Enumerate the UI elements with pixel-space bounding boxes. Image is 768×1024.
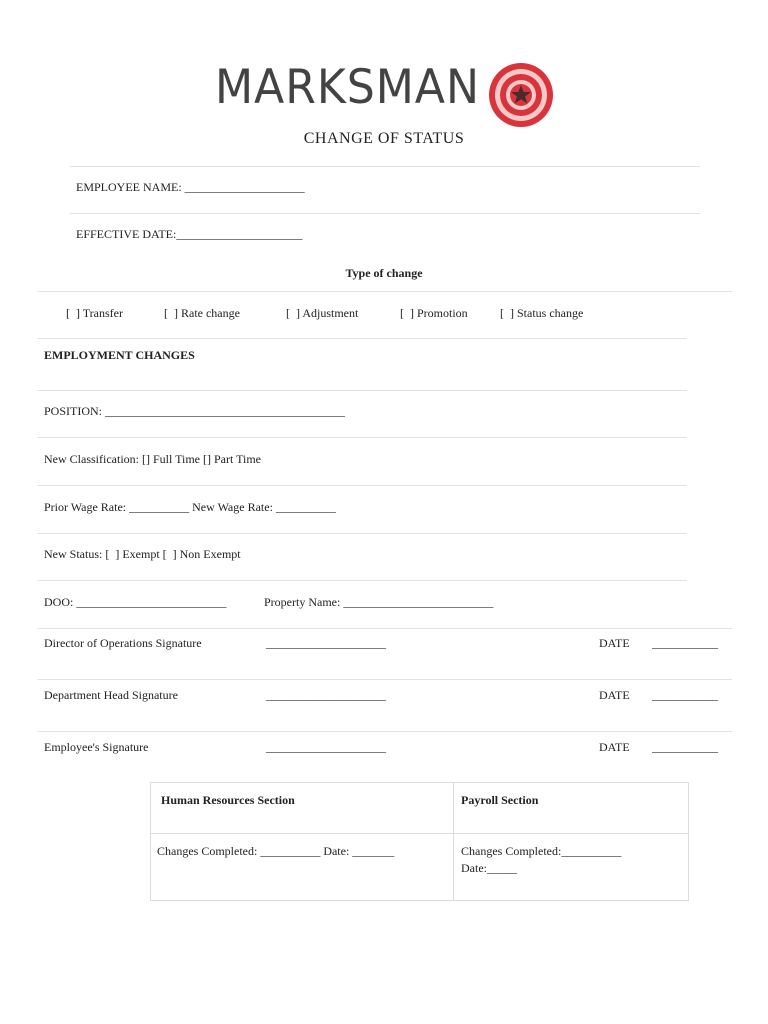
divider	[37, 390, 687, 391]
checkbox-transfer[interactable]: [ ] Transfer	[66, 306, 123, 320]
employment-changes-heading: EMPLOYMENT CHANGES	[44, 348, 195, 362]
checkbox-promotion[interactable]: [ ] Promotion	[400, 306, 468, 320]
target-logo-icon	[488, 62, 554, 128]
employee-date-line[interactable]: ___________	[652, 740, 718, 754]
payroll-date-field[interactable]: Date:_____	[461, 861, 517, 875]
hr-section-body-cell	[151, 834, 454, 901]
payroll-section-header: Payroll Section	[461, 793, 539, 807]
checkbox-status-change[interactable]: [ ] Status change	[500, 306, 584, 320]
employee-date-label: DATE	[599, 740, 630, 754]
divider	[37, 485, 687, 486]
director-signature-line[interactable]: ____________________	[266, 636, 386, 650]
employee-name-field[interactable]: EMPLOYEE NAME: ____________________	[76, 180, 305, 194]
divider	[70, 166, 700, 167]
employee-signature-label: Employee's Signature	[44, 740, 149, 754]
payroll-section-body-cell	[454, 834, 689, 901]
employee-signature-line[interactable]: ____________________	[266, 740, 386, 754]
checkbox-rate-change[interactable]: [ ] Rate change	[164, 306, 240, 320]
payroll-section-header-cell	[454, 783, 689, 834]
divider	[37, 679, 732, 680]
logo-wordmark: MARKSMAN	[215, 60, 480, 115]
position-field[interactable]: POSITION: ________________________________________	[44, 404, 346, 418]
checkbox-adjustment[interactable]: [ ] Adjustment	[286, 306, 359, 320]
classification-field[interactable]: New Classification: [] Full Time [] Part Time	[44, 452, 262, 466]
form-title: CHANGE OF STATUS	[303, 130, 465, 147]
type-of-change-heading: Type of change	[345, 266, 423, 280]
department-head-date-line[interactable]: ___________	[652, 688, 718, 702]
effective-date-field[interactable]: EFFECTIVE DATE:_____________________	[76, 227, 303, 241]
divider	[37, 338, 687, 339]
divider	[37, 533, 687, 534]
property-name-field[interactable]: Property Name: _________________________	[264, 595, 494, 609]
hr-payroll-table	[150, 782, 689, 901]
exempt-status-field[interactable]: New Status: [ ] Exempt [ ] Non Exempt	[44, 547, 241, 561]
payroll-changes-completed-field[interactable]: Changes Completed:__________	[461, 844, 622, 858]
department-head-date-label: DATE	[599, 688, 630, 702]
hr-changes-completed-field[interactable]: Changes Completed: __________ Date: _______	[157, 844, 395, 858]
wage-rate-field[interactable]: Prior Wage Rate: __________ New Wage Rate: __________	[44, 500, 336, 514]
department-head-signature-label: Department Head Signature	[44, 688, 178, 702]
doo-field[interactable]: DOO: _________________________	[44, 595, 227, 609]
hr-section-header: Human Resources Section	[161, 793, 295, 807]
divider	[37, 580, 687, 581]
divider	[37, 731, 732, 732]
director-date-line[interactable]: ___________	[652, 636, 718, 650]
department-head-signature-line[interactable]: ____________________	[266, 688, 386, 702]
hr-section-header-cell	[151, 783, 454, 834]
divider	[37, 437, 687, 438]
director-date-label: DATE	[599, 636, 630, 650]
director-signature-label: Director of Operations Signature	[44, 636, 202, 650]
divider	[37, 291, 732, 292]
divider	[70, 213, 700, 214]
divider	[37, 628, 732, 629]
